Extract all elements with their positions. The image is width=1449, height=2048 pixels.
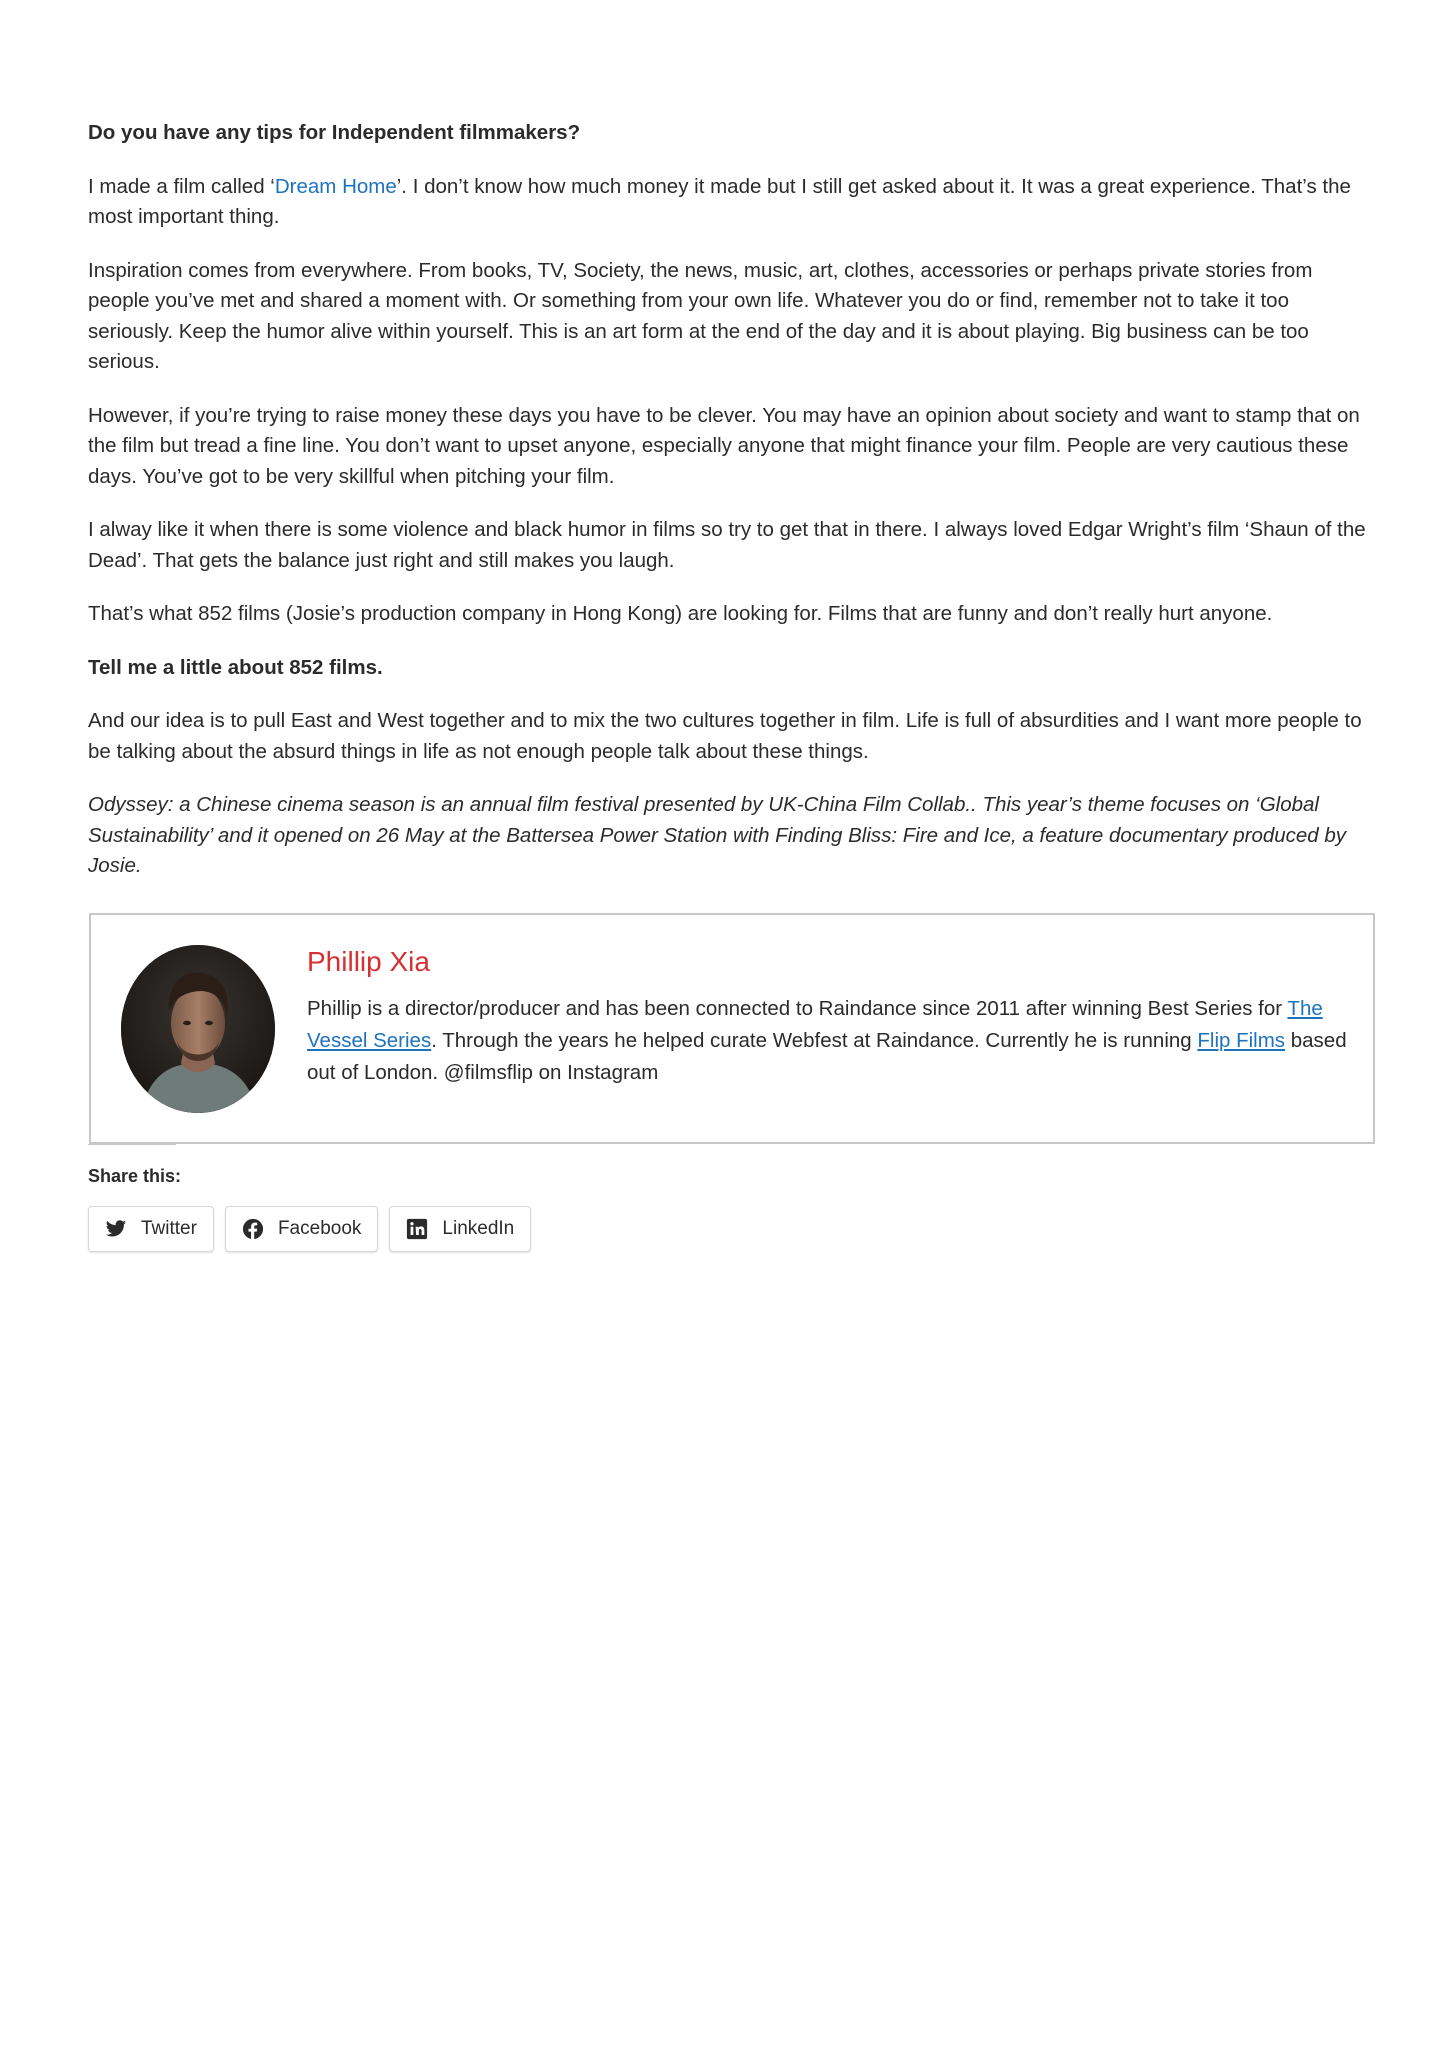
author-portrait-image bbox=[121, 945, 275, 1113]
share-title: Share this: bbox=[88, 1166, 182, 1186]
facebook-icon bbox=[242, 1218, 264, 1240]
author-bio-text bbox=[307, 993, 1347, 1089]
author-name: Phillip Xia bbox=[307, 946, 430, 977]
festival-note: Odyssey: a Chinese cinema season is an annual film festival presented by UK-China Film Collab.. This year’s theme focuses on ‘Global Sustainability’ and it opened on 26 May at the Battersea Power Station with Finding Bliss: Fire and Ice, a feature documentary produced by Josie. bbox=[88, 793, 1347, 877]
author-bio-box bbox=[89, 913, 1375, 1144]
bio-text: based out of London. @filmsflip on Instagram bbox=[307, 1029, 1347, 1084]
article-body bbox=[88, 118, 1378, 905]
share-twitter-label: Twitter bbox=[141, 1218, 197, 1239]
dream-home-link[interactable]: Dream Home bbox=[274, 174, 397, 198]
paragraph: I alway like it when there is some violence and black humor in films so try to get that in there. I always loved Edgar Wright’s film ‘Shaun of the Dead’. That gets the balance just right and still makes you laugh. bbox=[88, 518, 1366, 572]
question-heading: Tell me a little about 852 films. bbox=[88, 655, 383, 679]
linkedin-icon bbox=[406, 1218, 428, 1240]
paragraph-text: ’. I don’t know how much money it made but I still get asked about it. It was a great experience. That’s the most important thing. bbox=[88, 174, 1351, 228]
paragraph: And our idea is to pull East and West together and to mix the two cultures together in film. Life is full of absurdities and I want more people to be talking about the absurd things in life as not enough people talk about these things. bbox=[88, 709, 1362, 763]
share-facebook-label: Facebook bbox=[277, 1218, 362, 1239]
twitter-icon bbox=[105, 1218, 127, 1240]
share-linkedin-label: LinkedIn bbox=[442, 1218, 515, 1239]
paragraph: That’s what 852 films (Josie’s production company in Hong Kong) are looking for. Films that are funny and don’t really hurt anyone. bbox=[88, 602, 1273, 625]
paragraph-text: I made a film called ‘ bbox=[88, 174, 275, 198]
share-linkedin-button[interactable] bbox=[389, 1206, 531, 1252]
share-twitter-button[interactable] bbox=[88, 1206, 214, 1252]
paragraph bbox=[88, 172, 1378, 233]
paragraph: Inspiration comes from everywhere. From books, TV, Society, the news, music, art, clothes, accessories or perhaps private stories from people you’ve met and shared a moment with. Or something from your own life. Whatever you do or find, remember not to take it too seriously. Keep the humor alive within yourself. This is an art form at the end of the day and it is about playing. Big business can be too serious. bbox=[88, 258, 1313, 373]
share-buttons bbox=[88, 1206, 531, 1252]
flip-films-link[interactable]: Flip Films bbox=[1197, 1029, 1286, 1052]
paragraph: However, if you’re trying to raise money these days you have to be clever. You may have an opinion about society and want to stamp that on the film but tread a fine line. You don’t want to upset anyone, especially anyone that might finance your film. People are very cautious these days. You’ve got to be very skillful when pitching your film. bbox=[88, 403, 1360, 488]
bio-text: Phillip is a director/producer and has been connected to Raindance since 2011 after winning Best Series for bbox=[307, 997, 1288, 1020]
share-divider bbox=[88, 1144, 176, 1145]
share-facebook-button[interactable] bbox=[225, 1206, 378, 1252]
question-heading: Do you have any tips for Independent filmmakers? bbox=[88, 121, 581, 144]
vessel-series-link[interactable]: The Vessel Series bbox=[307, 997, 1323, 1052]
author-avatar bbox=[121, 945, 275, 1113]
bio-text: . Through the years he helped curate Webfest at Raindance. Currently he is running bbox=[431, 1029, 1198, 1052]
